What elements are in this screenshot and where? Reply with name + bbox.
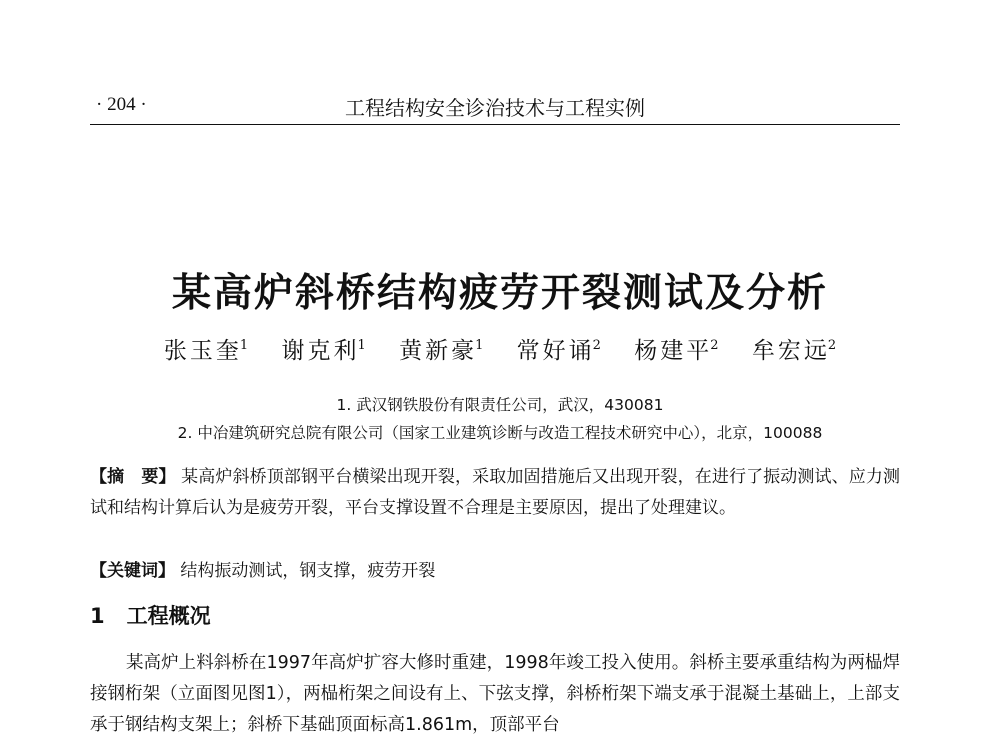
author bbox=[164, 338, 248, 364]
author-name: 杨建平 bbox=[634, 338, 713, 364]
page-number: · 204 · bbox=[96, 94, 147, 115]
author bbox=[752, 338, 836, 364]
author-affiliation-mark: 2 bbox=[827, 338, 837, 354]
affiliation-2: 2. 中冶建筑研究总院有限公司（国家工业建筑诊断与改造工程技术研究中心），北京，100088 bbox=[177, 424, 823, 442]
section-number: 1 bbox=[90, 604, 105, 628]
author bbox=[281, 338, 365, 364]
keywords bbox=[90, 558, 900, 584]
author bbox=[517, 338, 601, 364]
keywords-text: 结构振动测试，钢支撑，疲劳开裂 bbox=[180, 561, 436, 581]
author-name: 常好诵 bbox=[516, 338, 595, 364]
page-header bbox=[90, 88, 900, 125]
paper-title: 某高炉斜桥结构疲劳开裂测试及分析 bbox=[171, 270, 828, 316]
section-heading bbox=[90, 600, 211, 630]
abstract bbox=[90, 462, 900, 523]
abstract-label: 【摘 要】 bbox=[90, 467, 176, 487]
section-title: 工程概况 bbox=[126, 604, 211, 628]
author-affiliation-mark: 1 bbox=[357, 338, 366, 354]
author-affiliation-mark: 1 bbox=[475, 338, 484, 354]
author-affiliation-mark: 2 bbox=[592, 338, 601, 354]
author bbox=[399, 338, 483, 364]
abstract-text: 某高炉斜桥顶部钢平台横梁出现开裂，采取加固措施后又出现开裂，在进行了振动测试、应力测试和结构计算后认为是疲劳开裂，平台支撑设置不合理是主要原因，提出了处理建议。 bbox=[90, 467, 901, 518]
author-name: 牟宏远 bbox=[751, 338, 830, 364]
author-affiliation-mark: 2 bbox=[710, 338, 719, 354]
author-name: 黄新豪 bbox=[399, 338, 478, 364]
author-list bbox=[0, 332, 1000, 365]
author-affiliation-mark: 1 bbox=[239, 338, 249, 354]
body-paragraph: 某高炉上料斜桥在1997年高炉扩容大修时重建，1998年竣工投入使用。斜桥主要承重结构为两榀焊接钢桁架（立面图见图1），两榀桁架之间设有上、下弦支撑，斜桥桁架下端支承于混凝土基础上，上部支承于钢结构支架上；斜桥下基础顶面标高1.861m，顶部平台 bbox=[90, 653, 900, 735]
running-title: 工程结构安全诊治技术与工程实例 bbox=[345, 96, 645, 120]
affiliation-1: 1. 武汉钢铁股份有限责任公司，武汉，430081 bbox=[336, 396, 664, 414]
author-name: 张玉奎 bbox=[163, 338, 242, 364]
keywords-label: 【关键词】 bbox=[90, 561, 175, 581]
author-name: 谢克利 bbox=[281, 338, 360, 364]
author bbox=[634, 338, 718, 364]
